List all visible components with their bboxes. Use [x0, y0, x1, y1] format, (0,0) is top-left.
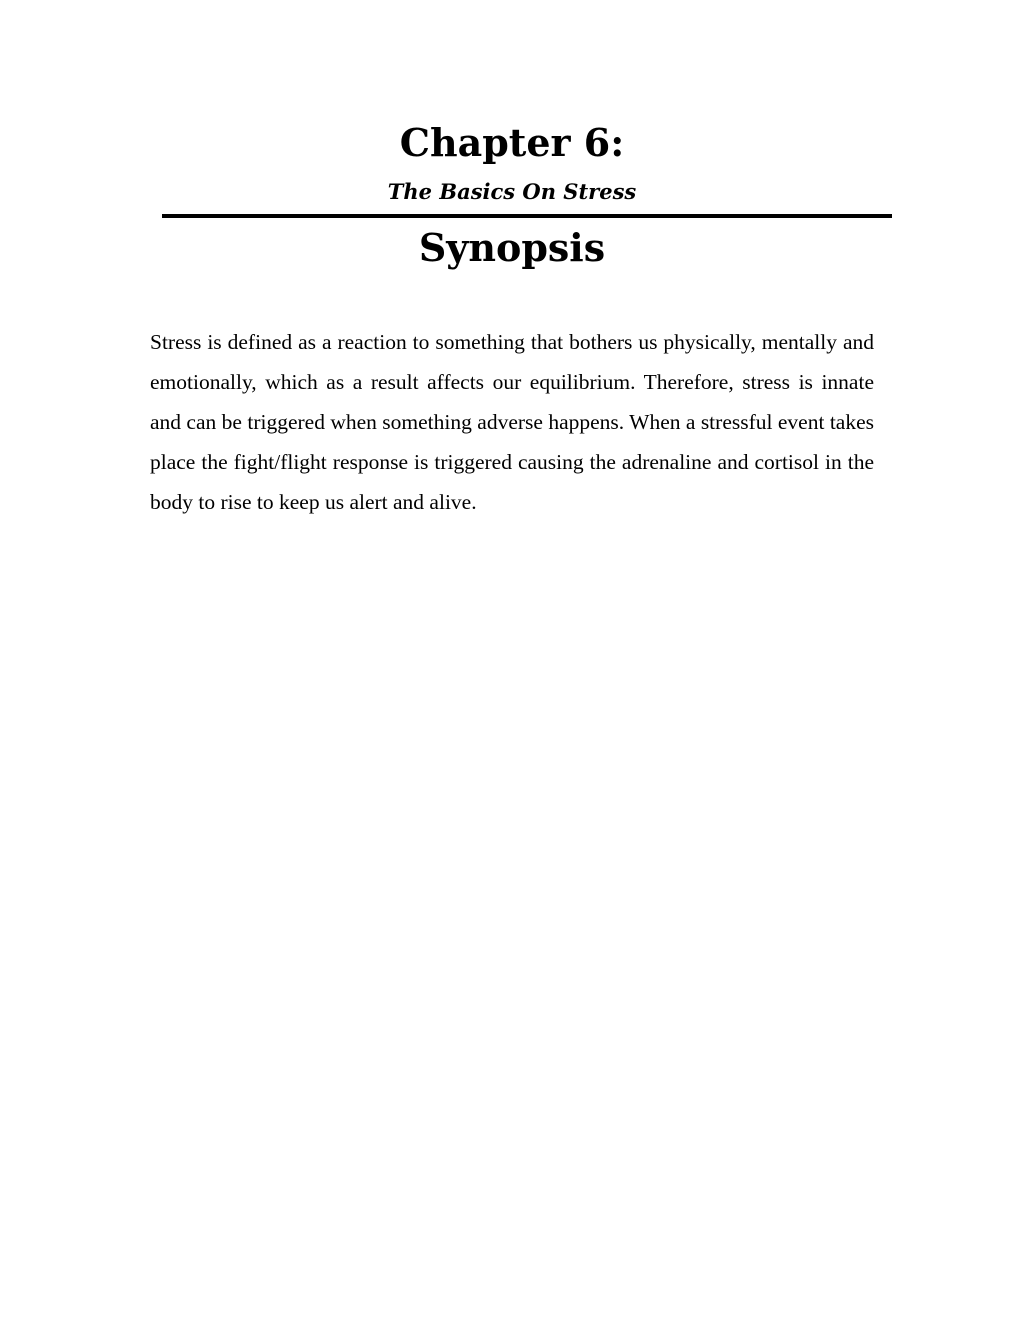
section-title: Synopsis — [418, 225, 606, 270]
body-paragraph: Stress is defined as a reaction to something that bothers us physically, mentally and emotionally, which as a result affects our equilibrium. Therefore, stress is innate and can be triggered when something adverse happens. When a stressful event takes place the fight/flight response is triggered causing the adrenaline and cortisol in the body to rise to keep us alert and alive. — [150, 330, 874, 514]
chapter-title: Chapter 6: — [399, 120, 625, 165]
chapter-subtitle: The Basics On Stress — [387, 179, 637, 204]
header-divider — [162, 214, 892, 218]
